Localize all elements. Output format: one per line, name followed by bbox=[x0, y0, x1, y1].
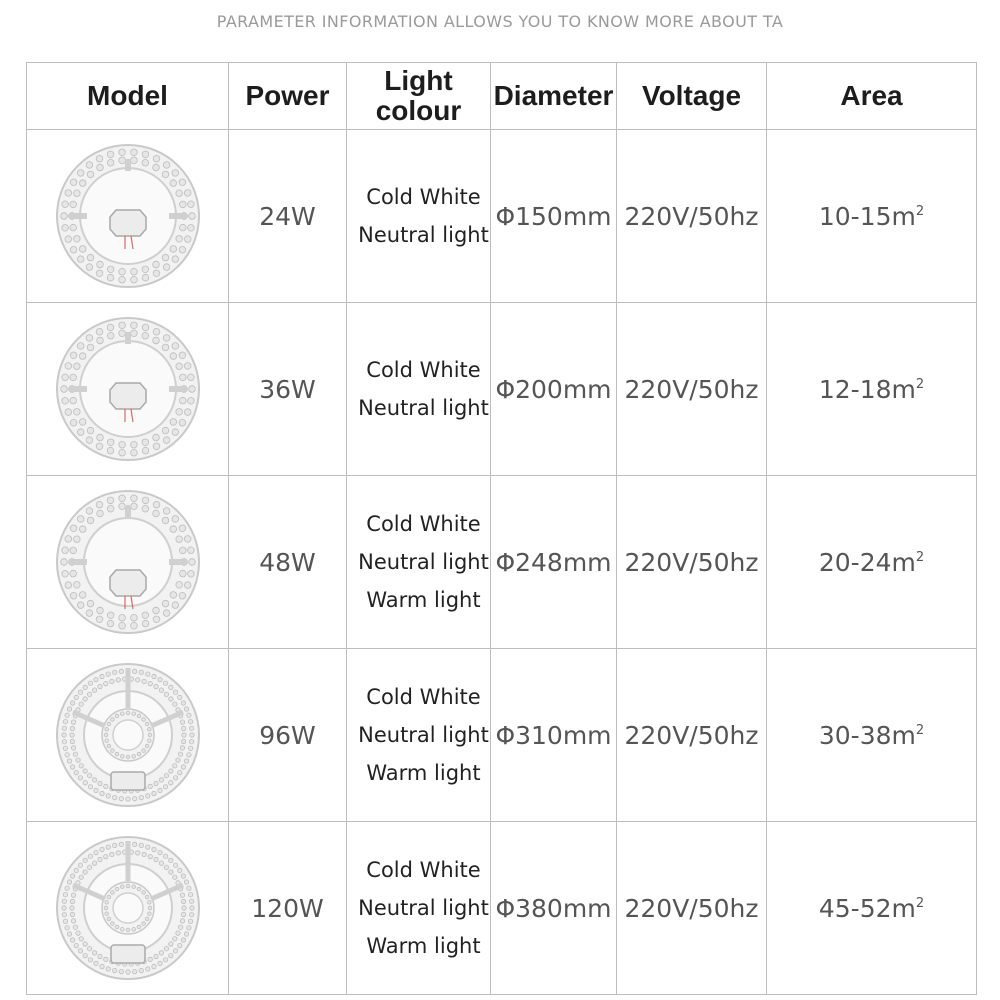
header-diameter: Diameter bbox=[491, 63, 617, 130]
area-unit-superscript: 2 bbox=[915, 549, 925, 565]
area-unit-superscript: 2 bbox=[915, 376, 925, 392]
light-colour-option: Cold White bbox=[366, 358, 481, 382]
power-cell: 48W bbox=[229, 476, 347, 649]
table-row bbox=[27, 303, 977, 476]
area-value: 45-52m bbox=[818, 893, 916, 923]
header-light-line2: colour bbox=[375, 95, 462, 126]
voltage-cell: 220V/50hz bbox=[617, 649, 767, 822]
model-cell bbox=[27, 130, 229, 303]
area-cell bbox=[767, 649, 977, 822]
diameter-cell: Φ248mm bbox=[491, 476, 617, 649]
area-cell bbox=[767, 303, 977, 476]
light-colour-option: Warm light bbox=[366, 588, 481, 612]
light-colour-option: Neutral light bbox=[358, 550, 489, 574]
area-unit-superscript: 2 bbox=[915, 203, 925, 219]
diameter-cell: Φ310mm bbox=[491, 649, 617, 822]
light-colour-option: Neutral light bbox=[358, 896, 489, 920]
area-value: 12-18m bbox=[818, 374, 916, 404]
header-light-colour bbox=[347, 63, 491, 130]
table-row bbox=[27, 822, 977, 995]
table-row bbox=[27, 130, 977, 303]
light-colour-option: Cold White bbox=[366, 685, 481, 709]
light-colour-cell bbox=[347, 476, 491, 649]
light-colour-cell bbox=[347, 649, 491, 822]
light-colour-option: Warm light bbox=[366, 761, 481, 785]
area-value: 30-38m bbox=[818, 720, 916, 750]
header-voltage: Voltage bbox=[617, 63, 767, 130]
led-double-ring-module-icon bbox=[53, 660, 203, 810]
light-colour-option: Warm light bbox=[366, 934, 481, 958]
model-cell bbox=[27, 303, 229, 476]
model-cell bbox=[27, 476, 229, 649]
light-colour-option: Neutral light bbox=[358, 723, 489, 747]
diameter-cell: Φ150mm bbox=[491, 130, 617, 303]
header-power: Power bbox=[229, 63, 347, 130]
led-ring-module-icon bbox=[53, 141, 203, 291]
header-row bbox=[27, 63, 977, 130]
light-colour-cell bbox=[347, 130, 491, 303]
area-value: 10-15m bbox=[818, 201, 916, 231]
area-unit-superscript: 2 bbox=[915, 722, 925, 738]
area-cell bbox=[767, 130, 977, 303]
header-model: Model bbox=[27, 63, 229, 130]
light-colour-option: Cold White bbox=[366, 512, 481, 536]
light-colour-cell bbox=[347, 822, 491, 995]
light-colour-option: Neutral light bbox=[358, 223, 489, 247]
light-colour-cell bbox=[347, 303, 491, 476]
power-cell: 24W bbox=[229, 130, 347, 303]
led-double-ring-module-icon bbox=[53, 833, 203, 983]
voltage-cell: 220V/50hz bbox=[617, 476, 767, 649]
diameter-cell: Φ200mm bbox=[491, 303, 617, 476]
table-row bbox=[27, 649, 977, 822]
model-cell bbox=[27, 649, 229, 822]
power-cell: 96W bbox=[229, 649, 347, 822]
voltage-cell: 220V/50hz bbox=[617, 303, 767, 476]
header-light-line1: Light bbox=[384, 65, 453, 96]
area-value: 20-24m bbox=[818, 547, 916, 577]
header-area: Area bbox=[767, 63, 977, 130]
area-cell bbox=[767, 822, 977, 995]
power-cell: 120W bbox=[229, 822, 347, 995]
led-ring-module-icon bbox=[53, 487, 203, 637]
table-row bbox=[27, 476, 977, 649]
voltage-cell: 220V/50hz bbox=[617, 822, 767, 995]
area-unit-superscript: 2 bbox=[915, 895, 925, 911]
led-ring-module-icon bbox=[53, 314, 203, 464]
spec-table bbox=[26, 62, 977, 995]
light-colour-option: Neutral light bbox=[358, 396, 489, 420]
page-banner: PARAMETER INFORMATION ALLOWS YOU TO KNOW MORE ABOUT TA bbox=[216, 12, 784, 31]
voltage-cell: 220V/50hz bbox=[617, 130, 767, 303]
area-cell bbox=[767, 476, 977, 649]
light-colour-option: Cold White bbox=[366, 858, 481, 882]
diameter-cell: Φ380mm bbox=[491, 822, 617, 995]
model-cell bbox=[27, 822, 229, 995]
power-cell: 36W bbox=[229, 303, 347, 476]
light-colour-option: Cold White bbox=[366, 185, 481, 209]
